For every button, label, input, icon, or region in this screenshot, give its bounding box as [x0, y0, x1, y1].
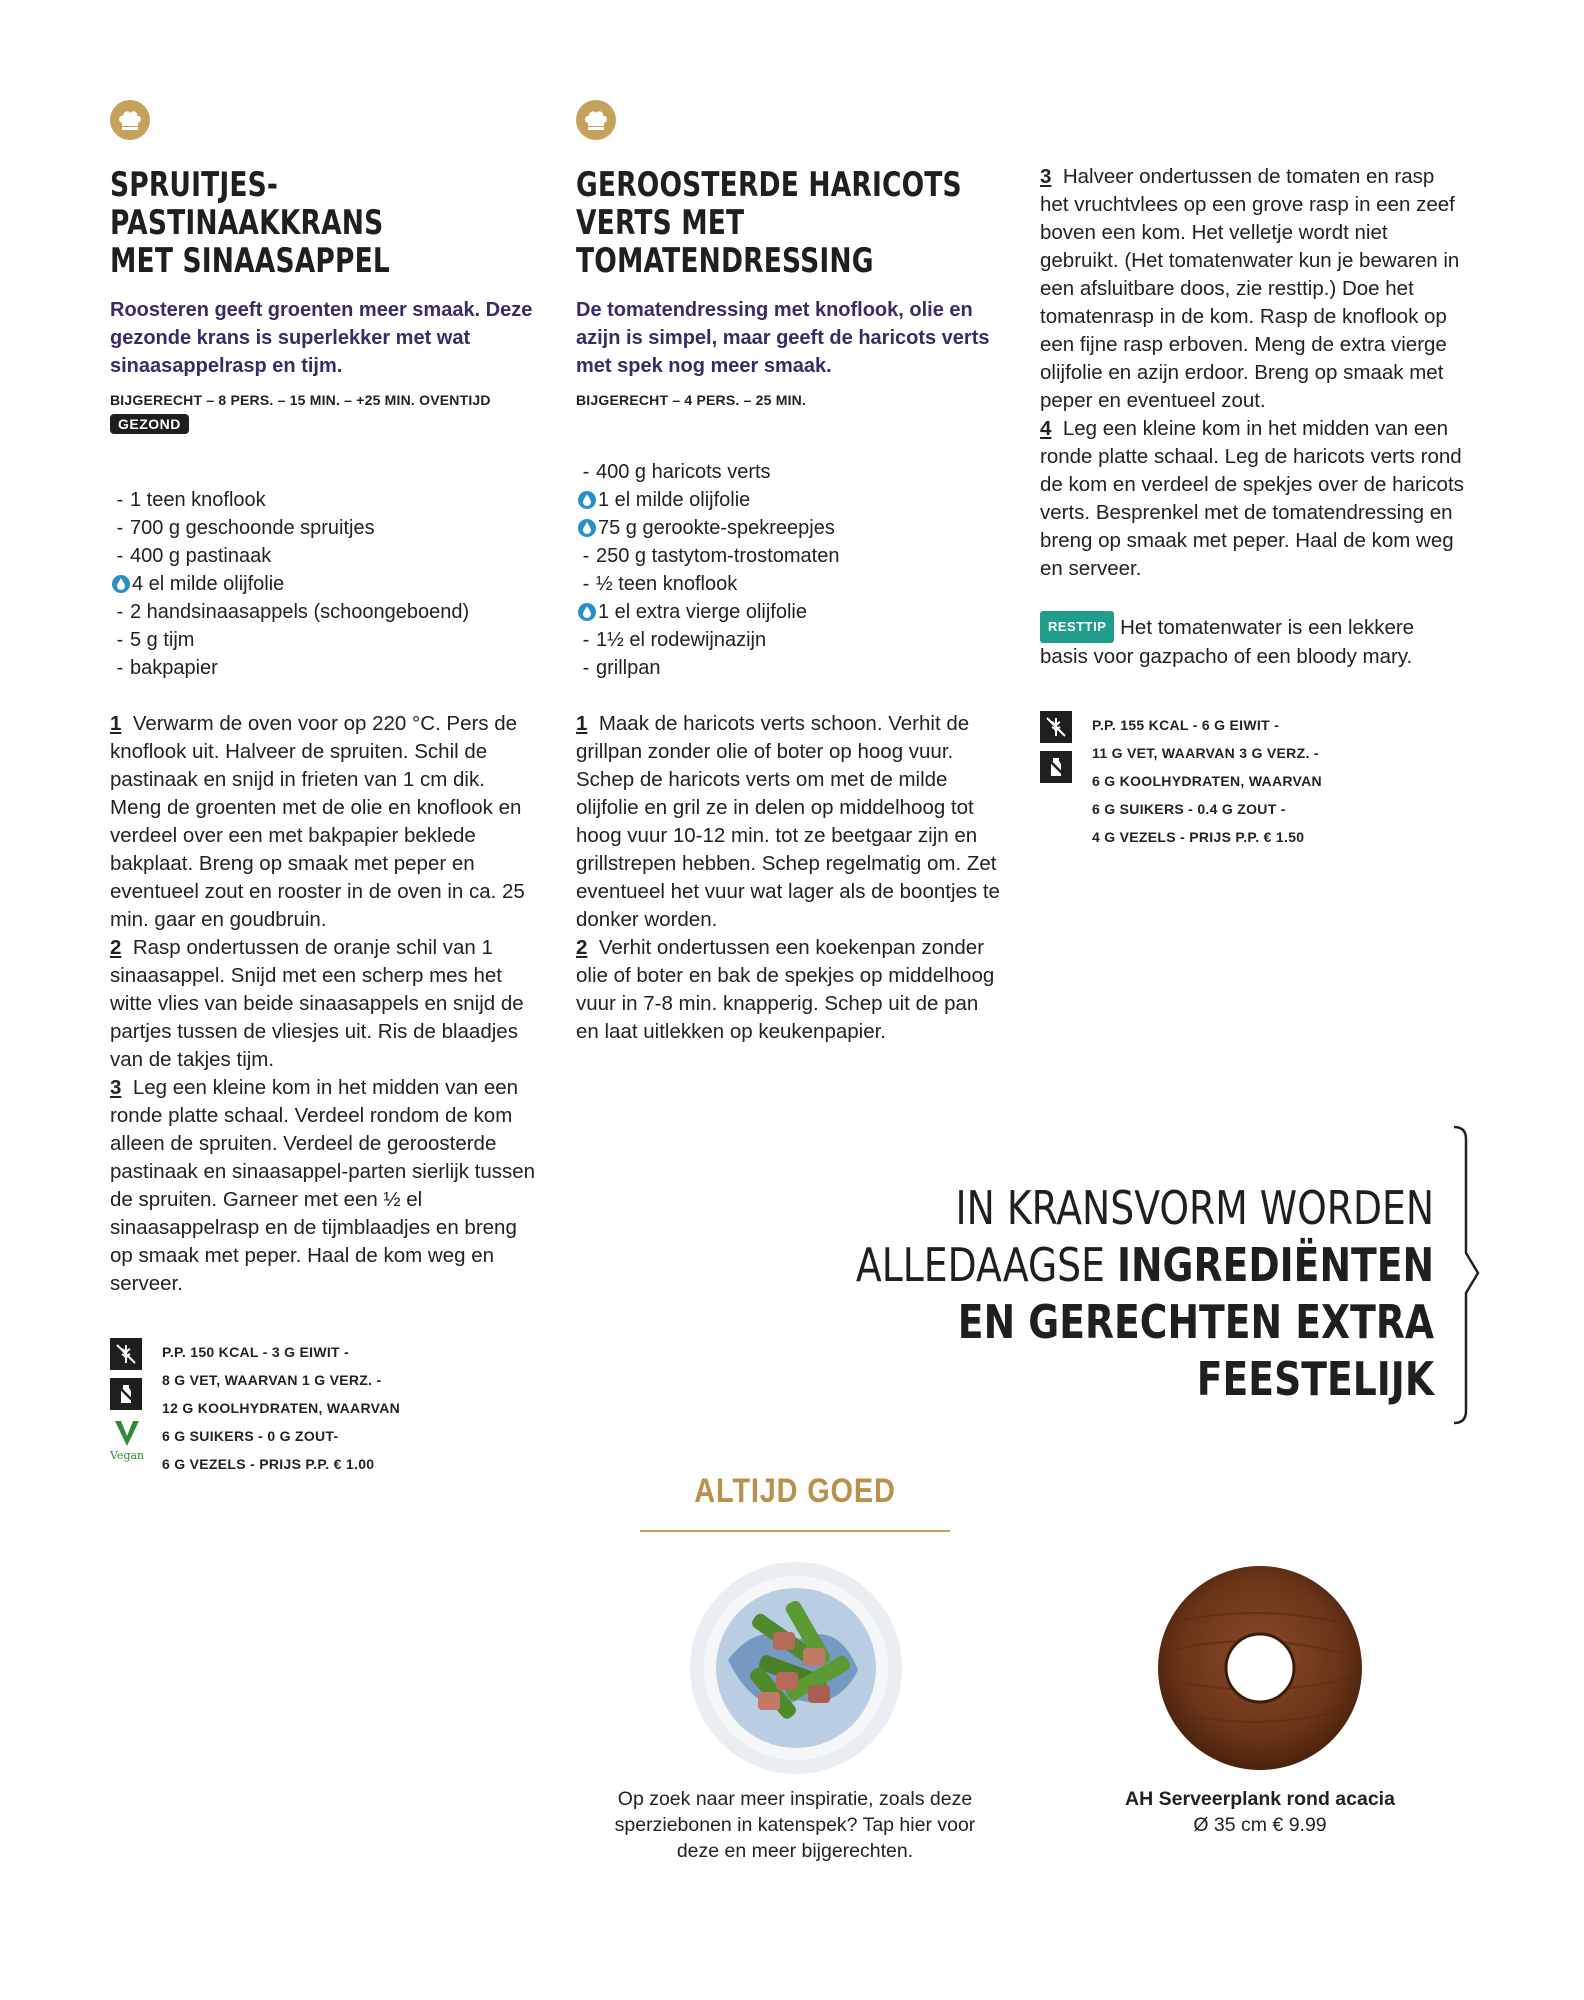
gluten-free-icon: [1040, 711, 1072, 743]
ingredient-item: 75 g gerookte-spekreepjes: [576, 514, 1006, 542]
ingredient-item: - 400 g haricots verts: [582, 461, 771, 483]
step: 1 Verwarm de oven voor op 220 °C. Pers de knoflook uit. Halveer de spruiten. Schil de pastinaak en snijd in frieten van 1 cm dik. Meng de groenten met de olie en knoflook en verdeel over een met bakpapier beklede bakplaat. Breng op smaak met peper en eventueel zout en rooster in de oven in ca. 25 min. gaar en goudbruin.: [110, 712, 525, 931]
ingredient-item: - 1½ el rodewijnazijn: [582, 629, 767, 651]
ingredient-item: 1 el milde olijfolie: [576, 486, 1006, 514]
step: 4 Leg een kleine kom in het midden van een ronde platte schaal. Leg de haricots verts rond de kom en verdeel de spekjes over de haricots verts. Besprenkel met de tomatendressing en breng op smaak met peper. Haal de kom weg en serveer.: [1040, 417, 1464, 580]
step: 2 Verhit ondertussen een koekenpan zonder olie of boter en bak de spekjes op middelhoog vuur in 7-8 min. knapperig. Schep uit de pan en laat uitlekken op keukenpapier.: [576, 936, 995, 1043]
ingredient-item: - 1 teen knoflook: [116, 489, 266, 511]
green-beans-plate-image: [688, 1560, 904, 1776]
step: 3 Halveer ondertussen de tomaten en rasp het vruchtvlees op een grove rasp in een zeef boven een kom. Het velletje wordt niet gebruikt. (Het tomatenwater kun je bewaren in een afsluitbare doos, zie resttip.) Doe het tomatenrasp in de kom. Rasp de knoflook op een fijne rasp erboven. Meng de extra vierge olijfolie en azijn erdoor. Breng op smaak met peper en eventueel zout.: [1040, 165, 1460, 412]
ingredient-item: - 2 handsinaasappels (schoongeboend): [116, 601, 470, 623]
ingredient-item: - bakpapier: [116, 657, 218, 679]
recipe-2: [576, 100, 1006, 1046]
chef-hat-icon: [110, 100, 150, 140]
step: 2 Rasp ondertussen de oranje schil van 1 sinaasappel. Snijd met een scherp mes het witte vlies van beide sinaasappels en snijd de partjes tussen de vliesjes uit. Ris de blaadjes van de takjes tijm.: [110, 936, 524, 1071]
inspiration-caption[interactable]: Op zoek naar meer inspiratie, zoals deze sperziebonen in katenspek? Tap hier voor deze en meer bijgerechten.: [614, 1788, 976, 1862]
ingredient-item: - 700 g geschoonde spruitjes: [116, 517, 375, 539]
olive-oil-icon: [578, 491, 596, 509]
recipe-1-nutrition: Vegan P.P. 150 KCAL - 3 G EIWIT - 8 G VET, WAARVAN 1 G VERZ. - 12 G KOOLHYDRATEN, WAARVAN 6 G SUIKERS - 0 G ZOUT- 6 G VEZELS - PRIJS P.P. € 1.00: [110, 1338, 540, 1478]
pull-quote: IN KRANSVORM WORDEN ALLEDAAGSE INGREDIËNTEN EN GERECHTEN EXTRA FEESTELIJK: [855, 1181, 1434, 1406]
recipe-1-title: SPRUITJES-PASTINAAKKRANS MET SINAASAPPEL: [110, 165, 390, 281]
recipe-2-meta: BIJGERECHT – 4 PERS. – 25 MIN.: [576, 392, 807, 408]
recipe-1-intro: Roosteren geeft groenten meer smaak. Deze gezonde krans is superlekker met wat sinaasappelrasp en tijm.: [110, 299, 533, 377]
resttip-badge: RESTTIP: [1040, 611, 1114, 643]
recipe-2-title: GEROOSTERDE HARICOTS VERTS MET TOMATENDRESSING: [576, 165, 962, 281]
recipe-1-ingredients: [110, 486, 540, 682]
lactose-free-icon: [110, 1378, 142, 1410]
heading-underline: [640, 1530, 950, 1532]
ingredient-item: - 250 g tastytom-trostomaten: [582, 545, 840, 567]
recipe-2-steps-a: [576, 710, 1006, 1046]
chef-hat-icon: [576, 100, 616, 140]
resttip: RESTTIP Het tomatenwater is een lekkere basis voor gazpacho of een bloody mary.: [1040, 611, 1464, 671]
product-name[interactable]: AH Serveerplank rond acacia: [1125, 1788, 1395, 1810]
step: 1 Maak de haricots verts schoon. Verhit de grillpan zonder olie of boter op hoog vuur. Schep de haricots verts om met de milde olijfolie en gril ze in delen op middelhoog tot hoog vuur 10-12 min. tot ze beetgaar zijn en grillstrepen hebben. Schep regelmatig om. Zet eventueel het vuur wat lager als de boontjes te donker worden.: [576, 712, 1000, 931]
recipe-1: [110, 100, 540, 1478]
recipe-2-intro: De tomatendressing met knoflook, olie en azijn is simpel, maar geeft de haricots verts met spek nog meer smaak.: [576, 299, 990, 377]
inspiration-link[interactable]: [600, 1560, 990, 1900]
ingredient-item: - 400 g pastinaak: [116, 545, 272, 567]
recipe-1-steps: [110, 710, 540, 1298]
vegan-icon: Vegan: [110, 1418, 144, 1462]
recipe-1-meta: BIJGERECHT – 8 PERS. – 15 MIN. – +25 MIN. OVENTIJD: [110, 392, 491, 408]
bacon-icon: [578, 519, 596, 537]
recipe-2-steps-b: [1040, 163, 1464, 583]
step: 3 Leg een kleine kom in het midden van een ronde platte schaal. Verdeel rondom de kom alleen de spruiten. Verdeel de geroosterde pastinaak en sinaasappel-parten sierlijk tussen de spruiten. Garneer met een ½ el sinaasappelrasp en de tijmblaadjes en breng op smaak met peper. Haal de kom weg en serveer.: [110, 1076, 536, 1295]
olive-oil-icon: [112, 575, 130, 593]
product-serveerplank[interactable]: [1090, 1560, 1430, 1836]
ingredient-item: 4 el milde olijfolie: [110, 570, 540, 598]
product-price: Ø 35 cm € 9.99: [1193, 1814, 1327, 1836]
ingredient-item: - ½ teen knoflook: [582, 573, 738, 595]
altijd-goed-heading: ALTIJD GOED: [694, 1472, 896, 1510]
lactose-free-icon: [1040, 751, 1072, 783]
quote-bracket: [1452, 1125, 1492, 1425]
ingredient-item: 1 el extra vierge olijfolie: [576, 598, 1006, 626]
recipe-2-ingredients: [576, 458, 1006, 682]
recipe-2-continued: [1040, 163, 1464, 851]
ingredient-item: - 5 g tijm: [116, 629, 195, 651]
gluten-free-icon: [110, 1338, 142, 1370]
ingredient-item: - grillpan: [582, 657, 661, 679]
olive-oil-icon: [578, 603, 596, 621]
serving-board-image: [1152, 1560, 1368, 1776]
recipe-2-nutrition: P.P. 155 KCAL - 6 G EIWIT - 11 G VET, WAARVAN 3 G VERZ. - 6 G KOOLHYDRATEN, WAARVAN 6 G SUIKERS - 0.4 G ZOUT - 4 G VEZELS - PRIJS P.P. € 1.50: [1040, 711, 1464, 851]
healthy-badge: GEZOND: [110, 414, 189, 434]
